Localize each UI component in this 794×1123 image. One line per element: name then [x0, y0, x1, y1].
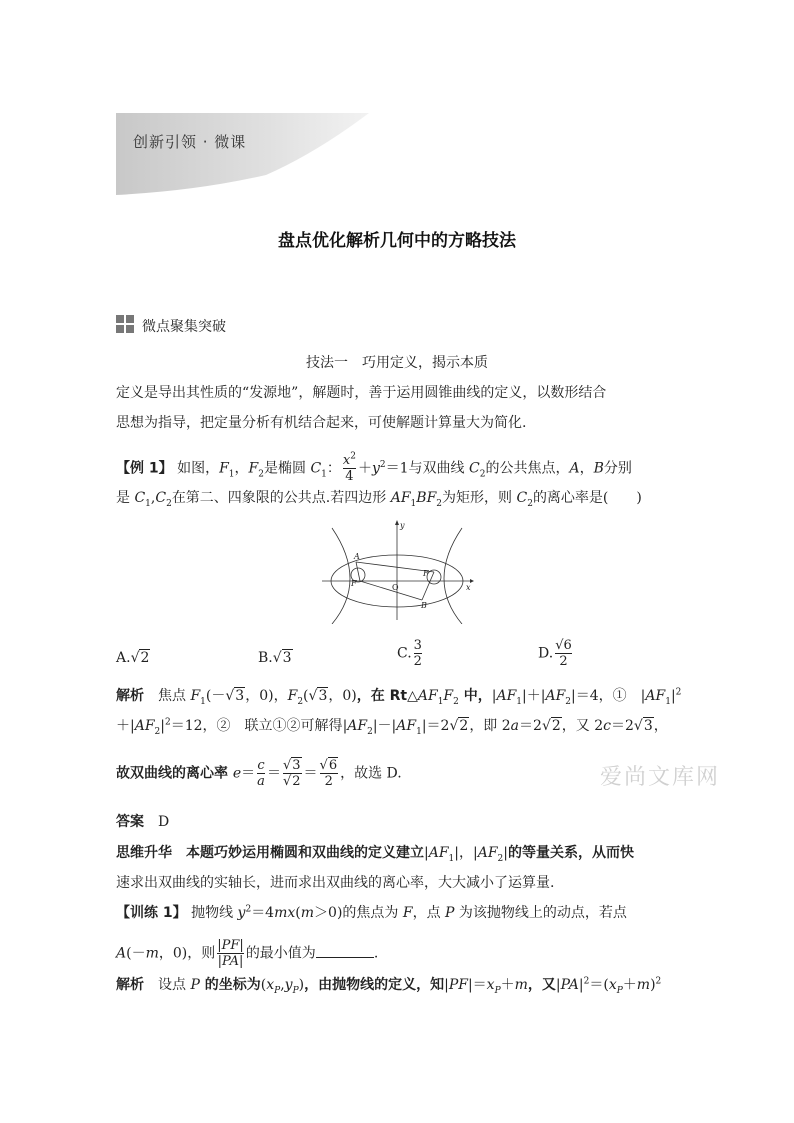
svg-text:y: y: [400, 521, 405, 530]
solution-2-line-1: 解析 设点 P 的坐标为$(x_P,y_P)$，由抛物线的定义，知$|PF|=x_P+m$，又$|PA|^2=(x_P+m)^2$: [116, 976, 662, 996]
section-title: 微点聚集突破: [142, 319, 226, 335]
section-grid-icon: [116, 315, 134, 333]
hyperbola-left-branch: [332, 528, 350, 624]
ellipse-hyperbola-figure: [320, 520, 474, 624]
option-c: C. $\frac{3}{2}$: [397, 638, 422, 669]
training-1-line-2: A(－m，0)，则 $\frac{|PF|}{|PA|}$ 的最小值为 .: [116, 938, 379, 969]
segment-af1: [356, 562, 360, 581]
answer-label: 答案: [116, 814, 144, 830]
svg-text:x: x: [466, 583, 471, 592]
thinking-line-1: 思维升华 本题巧妙运用椭圆和双曲线的定义建立$|AF_1|$，$|AF_2|$的等量关系，从而快: [116, 845, 634, 864]
example-1-line-2: 是 $C_1,C_2$在第二、四象限的公共点.若四边形 $AF_1BF_2$为矩形，则 $C_2$的离心率是( ): [116, 490, 642, 509]
answer-line: [116, 812, 169, 832]
answer-value: D: [158, 814, 170, 830]
answer-blank: [316, 943, 374, 958]
svg-text:F: F: [423, 569, 429, 578]
option-d: D. $\frac{√6}{2}$: [538, 638, 572, 669]
solution-1-line-3: 故双曲线的离心率 e＝ $\frac{c}{a}$ ＝ $\frac{√3}{√2}$ ＝ $\frac{√6}{2}$ ，故选 D.: [116, 758, 402, 789]
segment-f1b: [360, 581, 422, 600]
option-b: B.√3: [258, 650, 292, 666]
page-title: 盘点优化解析几何中的方略技法: [278, 231, 516, 251]
technique-title: 技法一 巧用定义，揭示本质: [306, 355, 488, 371]
watermark: 爱尚文库网: [600, 765, 721, 790]
svg-text:O: O: [392, 583, 399, 592]
intro-line-1: 定义是导出其性质的“发源地”，解题时，善于运用圆锥曲线的定义，以数形结合: [116, 385, 607, 401]
solution-1-line-1: 解析 焦点 $F_1(-√3$，0)，$F_2(√3$，0)，在 $Rt\triangle AF_1F_2$ 中，$|AF_1|+|AF_2|=4$，① $|AF_1|^2$: [116, 687, 682, 707]
option-a: A.√2: [116, 650, 150, 666]
intro-line-2: 思想为指导，把定量分析有机结合起来，可使解题计算量大为简化.: [116, 415, 527, 431]
hyperbola-right-branch: [444, 528, 462, 624]
svg-text:A: A: [354, 552, 360, 561]
svg-text:B: B: [421, 601, 427, 610]
example-tag: 【例 1】: [116, 460, 173, 477]
header-banner-shape: [116, 113, 369, 195]
banner-text: 创新引领 · 微课: [133, 133, 247, 151]
svg-text:F: F: [351, 579, 357, 588]
training-1-line-1: 【训练 1】 抛物线 $y^2=4mx(m>0)$的焦点为 F，点 P 为该抛物线上的动点，若点: [116, 904, 627, 921]
thinking-line-2: 速求出双曲线的实轴长，进而求出双曲线的离心率，大大减小了运算量.: [116, 875, 555, 891]
solution-1-line-2: $+|AF_2|^2=12$，② 联立①②可解得$|AF_2|-|AF_1|=2√2$，即 2a＝2√2，又 2c＝2√3，: [116, 717, 668, 737]
example-1-line-1: 【例 1】 如图，$F_1$，$F_2$是椭圆 $C_1$： $\frac{x^2}{4}$ $+y^2=1$与双曲线 $C_2$的公共焦点，A，B分别: [116, 451, 632, 484]
